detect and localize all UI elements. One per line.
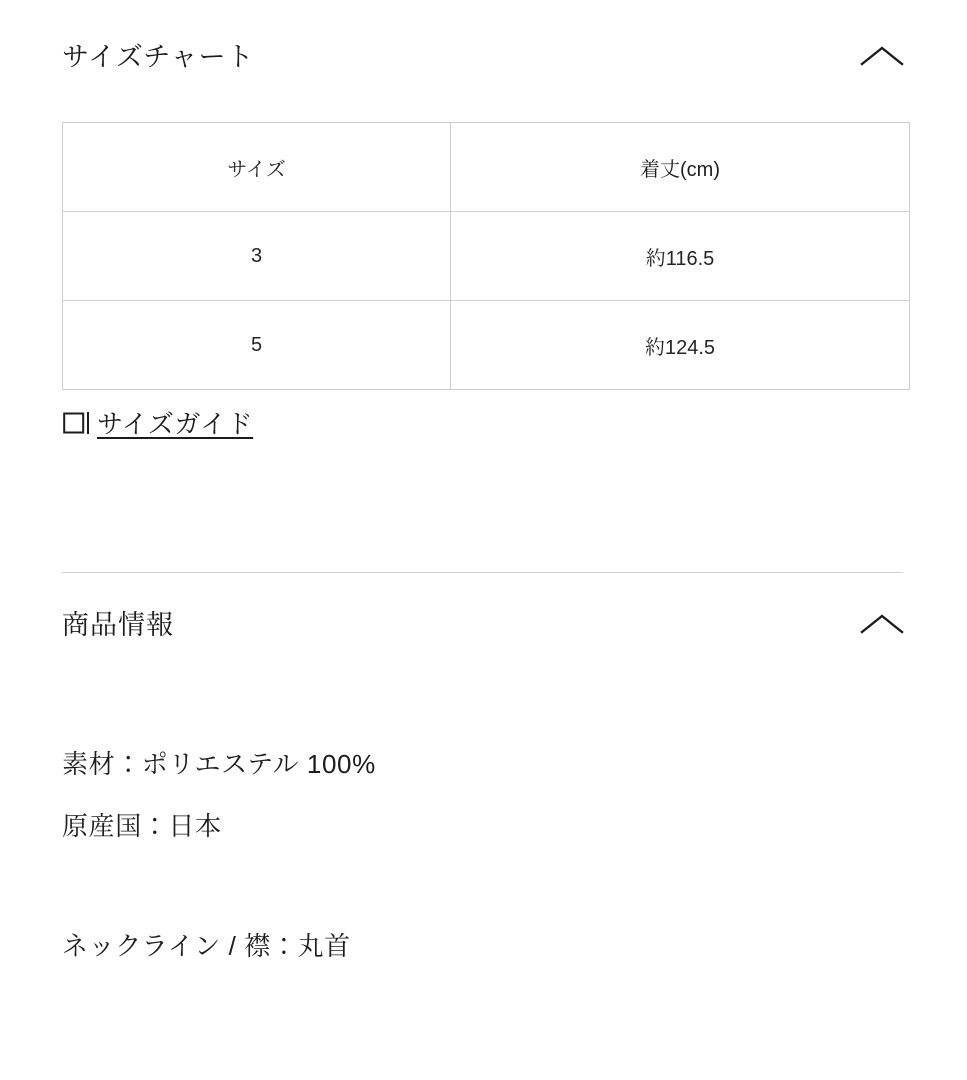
size-chart-section-header[interactable] (62, 0, 905, 100)
size-guide-link[interactable] (62, 404, 253, 441)
chevron-up-icon[interactable] (859, 608, 905, 642)
table-row (63, 212, 910, 301)
table-row (63, 301, 910, 390)
product-info-line-origin: 原産国：日本 (62, 811, 222, 841)
table-cell-size: 3 (63, 212, 451, 301)
product-info-section-header[interactable] (62, 573, 905, 677)
product-info-body (62, 693, 905, 959)
size-guide-label: サイズガイド (97, 409, 254, 439)
table-cell-length: 約116.5 (451, 212, 910, 301)
product-info-line-neckline: ネックライン / 襟：丸首 (62, 931, 351, 961)
ruler-box-icon (62, 407, 92, 439)
table-header-row (63, 123, 910, 212)
product-info-title: 商品情報 (62, 609, 174, 640)
table-header-length: 着丈(cm) (451, 123, 910, 212)
size-chart-title: サイズチャート (62, 41, 255, 72)
table-header-size: サイズ (63, 123, 451, 212)
spacer (62, 875, 905, 933)
product-info-line-material: 素材：ポリエステル 100% (62, 749, 376, 779)
table-cell-length: 約124.5 (451, 301, 910, 390)
size-chart-table (62, 122, 910, 390)
chevron-up-icon[interactable] (859, 40, 905, 74)
table-cell-size: 5 (63, 301, 451, 390)
spacer (62, 693, 905, 751)
